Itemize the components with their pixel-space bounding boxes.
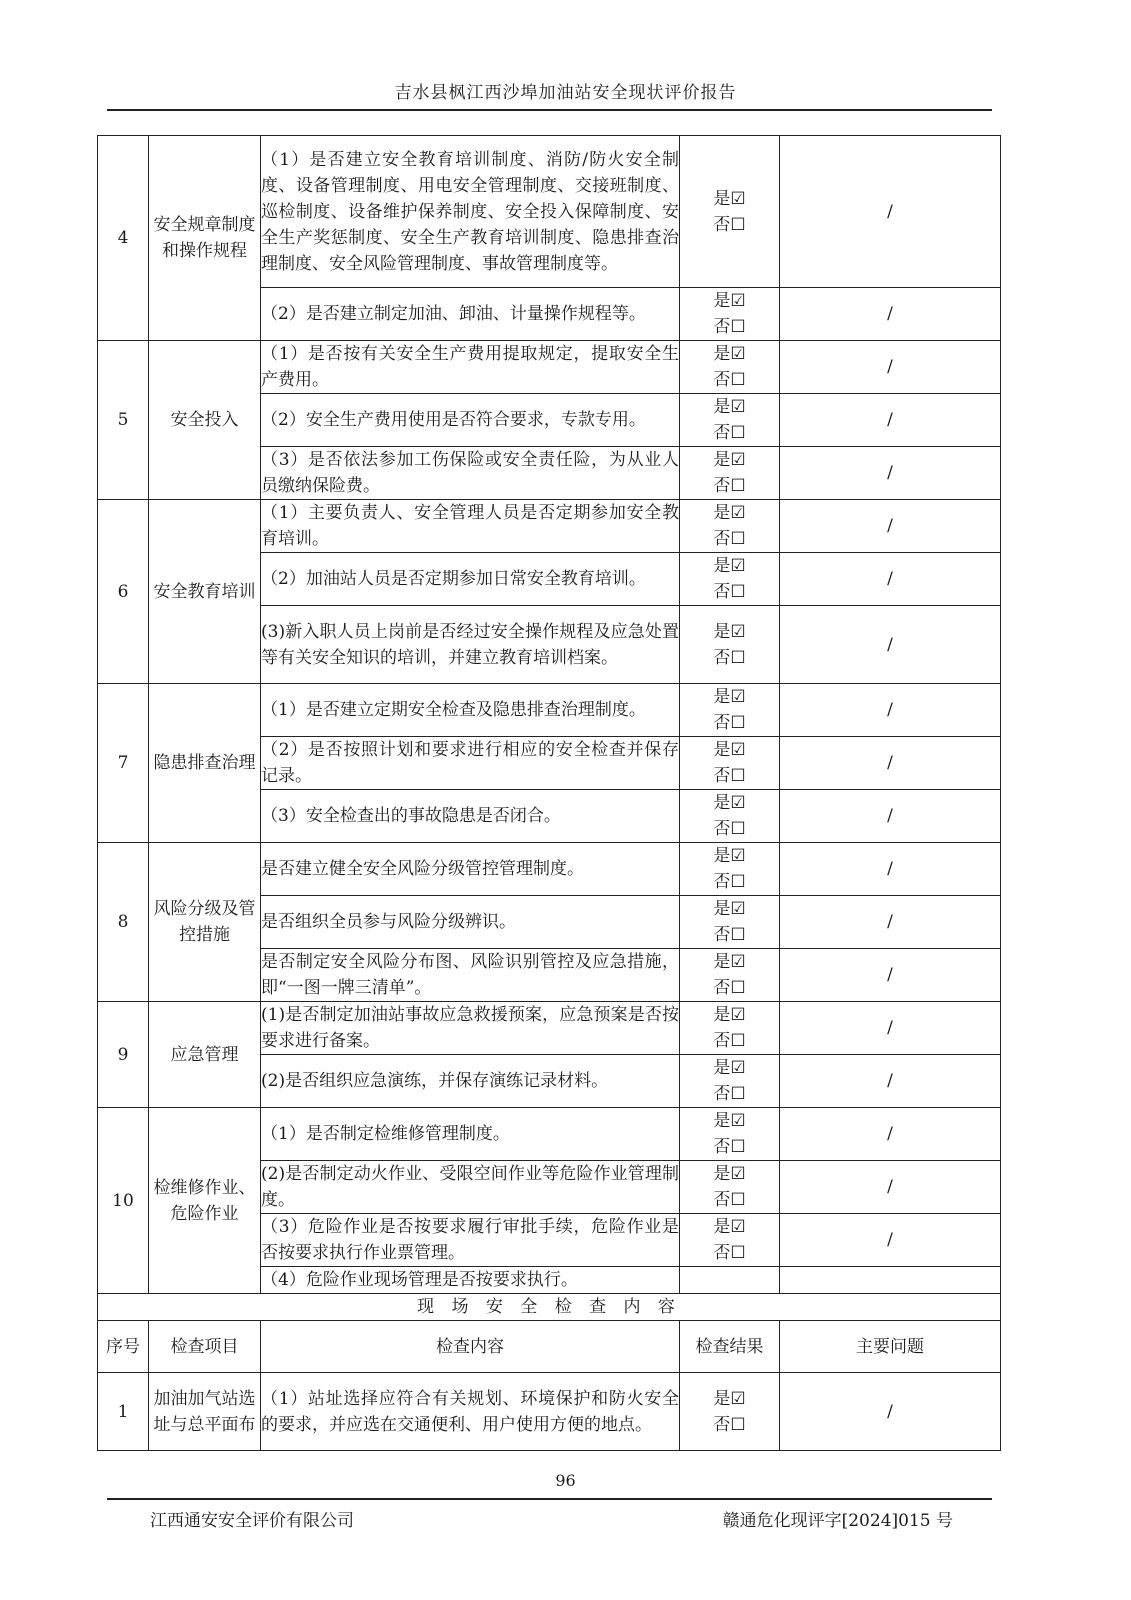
- check-content: 是否制定安全风险分布图、风险识别管控及应急措施，即“一图一牌三清单”。: [261, 949, 680, 1002]
- result-yes-checked: 是☑: [713, 740, 746, 760]
- result-yes-checked: 是☑: [713, 1388, 746, 1409]
- result-no-unchecked: 否☐: [713, 1414, 746, 1435]
- check-item: 检维修作业、危险作业: [149, 1108, 261, 1294]
- result-no-unchecked: 否☐: [713, 647, 746, 668]
- row-number: 7: [98, 684, 149, 843]
- main-problem: /: [780, 684, 1001, 737]
- result-yes-checked: 是☑: [713, 1058, 746, 1078]
- column-header-item: 检查项目: [149, 1321, 261, 1373]
- result-yes-checked: 是☑: [713, 397, 746, 417]
- result-no-unchecked: 否☐: [713, 370, 746, 390]
- result-yes-checked: 是☑: [713, 188, 746, 209]
- footer-document-number: 赣通危化现评字[2024]015 号: [722, 1511, 953, 1531]
- result-no-unchecked: 否☐: [713, 819, 746, 839]
- main-problem-empty: [780, 1267, 1001, 1294]
- result-no-unchecked: 否☐: [713, 582, 746, 602]
- result-yes-checked: 是☑: [713, 1217, 746, 1237]
- check-item: 隐患排查治理: [149, 684, 261, 843]
- main-problem: /: [780, 553, 1001, 606]
- check-result: [680, 1214, 780, 1267]
- result-no-unchecked: 否☐: [713, 713, 746, 733]
- check-content: （1）是否建立定期安全检查及隐患排查治理制度。: [261, 684, 680, 737]
- result-no-unchecked: 否☐: [713, 766, 746, 786]
- check-content: (3)新入职人员上岗前是否经过安全操作规程及应急处置等有关安全知识的培训，并建立教育培训档案。: [261, 606, 680, 684]
- result-yes-checked: 是☑: [713, 344, 746, 364]
- row-number: 5: [98, 341, 149, 500]
- check-content: （2）安全生产费用使用是否符合要求，专款专用。: [261, 394, 680, 447]
- main-problem: /: [780, 341, 1001, 394]
- check-item: 应急管理: [149, 1002, 261, 1108]
- main-problem: /: [780, 447, 1001, 500]
- check-result: [680, 790, 780, 843]
- table-row: [98, 843, 1001, 896]
- main-problem: /: [780, 1108, 1001, 1161]
- result-no-unchecked: 否☐: [713, 1084, 746, 1104]
- footer-rule: [107, 1498, 992, 1500]
- section-title: 现 场 安 全 检 查 内 容: [98, 1294, 1001, 1321]
- check-content: （1）站址选择应符合有关规划、环境保护和防火安全的要求，并应选在交通便利、用户使用方便的地点。: [261, 1373, 680, 1451]
- result-no-unchecked: 否☐: [713, 476, 746, 496]
- result-no-unchecked: 否☐: [713, 1190, 746, 1210]
- result-yes-checked: 是☑: [713, 846, 746, 866]
- check-result-empty: [680, 1267, 780, 1294]
- check-content: （2）是否按照计划和要求进行相应的安全检查并保存记录。: [261, 737, 680, 790]
- check-content: （1）主要负责人、安全管理人员是否定期参加安全教育培训。: [261, 500, 680, 553]
- check-content: (2)是否组织应急演练，并保存演练记录材料。: [261, 1055, 680, 1108]
- table-row: [98, 684, 1001, 737]
- result-yes-checked: 是☑: [713, 556, 746, 576]
- main-problem: /: [780, 1161, 1001, 1214]
- check-result: [680, 136, 780, 288]
- main-problem: /: [780, 737, 1001, 790]
- footer-company: 江西通安安全评价有限公司: [150, 1511, 354, 1531]
- check-content: (1)是否制定加油站事故应急救援预案，应急预案是否按要求进行备案。: [261, 1002, 680, 1055]
- result-no-unchecked: 否☐: [713, 423, 746, 443]
- result-no-unchecked: 否☐: [713, 214, 746, 235]
- section-header-row: [98, 1294, 1001, 1321]
- check-result: [680, 553, 780, 606]
- main-problem: /: [780, 1214, 1001, 1267]
- column-header-problem: 主要问题: [780, 1321, 1001, 1373]
- check-result: [680, 843, 780, 896]
- row-number: 8: [98, 843, 149, 1002]
- result-yes-checked: 是☑: [713, 687, 746, 707]
- check-result: [680, 949, 780, 1002]
- main-problem: /: [780, 1373, 1001, 1451]
- column-header-seq: 序号: [98, 1321, 149, 1373]
- check-content: 是否建立健全安全风险分级管控管理制度。: [261, 843, 680, 896]
- column-header-content: 检查内容: [261, 1321, 680, 1373]
- check-content: （4）危险作业现场管理是否按要求执行。: [261, 1267, 680, 1294]
- main-problem: /: [780, 500, 1001, 553]
- row-number: 1: [98, 1373, 149, 1451]
- main-problem: /: [780, 288, 1001, 341]
- check-item: 安全规章制度和操作规程: [149, 136, 261, 341]
- page-header-title: 吉水县枫江西沙埠加油站安全现状评价报告: [394, 83, 737, 103]
- main-problem: /: [780, 949, 1001, 1002]
- check-result: [680, 1002, 780, 1055]
- check-result: [680, 1161, 780, 1214]
- row-number: 10: [98, 1108, 149, 1294]
- main-problem: /: [780, 1055, 1001, 1108]
- check-result: [680, 1373, 780, 1451]
- check-content: (2)是否制定动火作业、受限空间作业等危险作业管理制度。: [261, 1161, 680, 1214]
- main-problem: /: [780, 136, 1001, 288]
- main-problem: /: [780, 394, 1001, 447]
- result-yes-checked: 是☑: [713, 1111, 746, 1131]
- check-content: （2）是否建立制定加油、卸油、计量操作规程等。: [261, 288, 680, 341]
- result-no-unchecked: 否☐: [713, 529, 746, 549]
- check-result: [680, 1055, 780, 1108]
- result-no-unchecked: 否☐: [713, 1031, 746, 1051]
- table-row: [98, 136, 1001, 288]
- check-item: 风险分级及管控措施: [149, 843, 261, 1002]
- row-number: 6: [98, 500, 149, 684]
- main-problem: /: [780, 1002, 1001, 1055]
- result-no-unchecked: 否☐: [713, 1137, 746, 1157]
- table-row: [98, 1373, 1001, 1451]
- check-content: （3）是否依法参加工伤保险或安全责任险，为从业人员缴纳保险费。: [261, 447, 680, 500]
- table-row: [98, 1002, 1001, 1055]
- result-no-unchecked: 否☐: [713, 317, 746, 337]
- check-result: [680, 684, 780, 737]
- result-yes-checked: 是☑: [713, 1164, 746, 1184]
- result-yes-checked: 是☑: [713, 450, 746, 470]
- check-item: 安全教育培训: [149, 500, 261, 684]
- result-yes-checked: 是☑: [713, 793, 746, 813]
- check-content: （2）加油站人员是否定期参加日常安全教育培训。: [261, 553, 680, 606]
- check-content: （1）是否制定检维修管理制度。: [261, 1108, 680, 1161]
- check-content: （3）安全检查出的事故隐患是否闭合。: [261, 790, 680, 843]
- check-content: 是否组织全员参与风险分级辨识。: [261, 896, 680, 949]
- inspection-table: [97, 135, 1001, 1451]
- main-problem: /: [780, 790, 1001, 843]
- check-result: [680, 447, 780, 500]
- result-no-unchecked: 否☐: [713, 1243, 746, 1263]
- check-result: [680, 288, 780, 341]
- check-result: [680, 896, 780, 949]
- check-result: [680, 394, 780, 447]
- column-header-result: 检查结果: [680, 1321, 780, 1373]
- result-yes-checked: 是☑: [713, 899, 746, 919]
- check-content: （1）是否建立安全教育培训制度、消防/防火安全制度、设备管理制度、用电安全管理制度、交接班制度、巡检制度、设备维护保养制度、安全投入保障制度、安全生产奖惩制度、安全生产教育培训制度、隐患排查治理制度、安全风险管理制度、事故管理制度等。: [261, 136, 680, 288]
- check-content: （1）是否按有关安全生产费用提取规定，提取安全生产费用。: [261, 341, 680, 394]
- table-row: [98, 500, 1001, 553]
- table-row: [98, 341, 1001, 394]
- result-yes-checked: 是☑: [713, 291, 746, 311]
- check-item: 安全投入: [149, 341, 261, 500]
- main-problem: /: [780, 896, 1001, 949]
- main-problem: /: [780, 606, 1001, 684]
- result-no-unchecked: 否☐: [713, 978, 746, 998]
- result-yes-checked: 是☑: [713, 503, 746, 523]
- check-result: [680, 737, 780, 790]
- main-problem: /: [780, 843, 1001, 896]
- check-item: 加油加气站选址与总平面布: [149, 1373, 261, 1451]
- header-rule: [107, 109, 992, 111]
- result-yes-checked: 是☑: [713, 621, 746, 642]
- check-result: [680, 500, 780, 553]
- row-number: 4: [98, 136, 149, 341]
- result-yes-checked: 是☑: [713, 952, 746, 972]
- table-row: [98, 1108, 1001, 1161]
- row-number: 9: [98, 1002, 149, 1108]
- result-yes-checked: 是☑: [713, 1005, 746, 1025]
- page-number: 96: [555, 1471, 576, 1490]
- result-no-unchecked: 否☐: [713, 872, 746, 892]
- check-result: [680, 341, 780, 394]
- check-result: [680, 1108, 780, 1161]
- result-no-unchecked: 否☐: [713, 925, 746, 945]
- check-content: （3）危险作业是否按要求履行审批手续，危险作业是否按要求执行作业票管理。: [261, 1214, 680, 1267]
- check-result: [680, 606, 780, 684]
- column-header-row: [98, 1321, 1001, 1373]
